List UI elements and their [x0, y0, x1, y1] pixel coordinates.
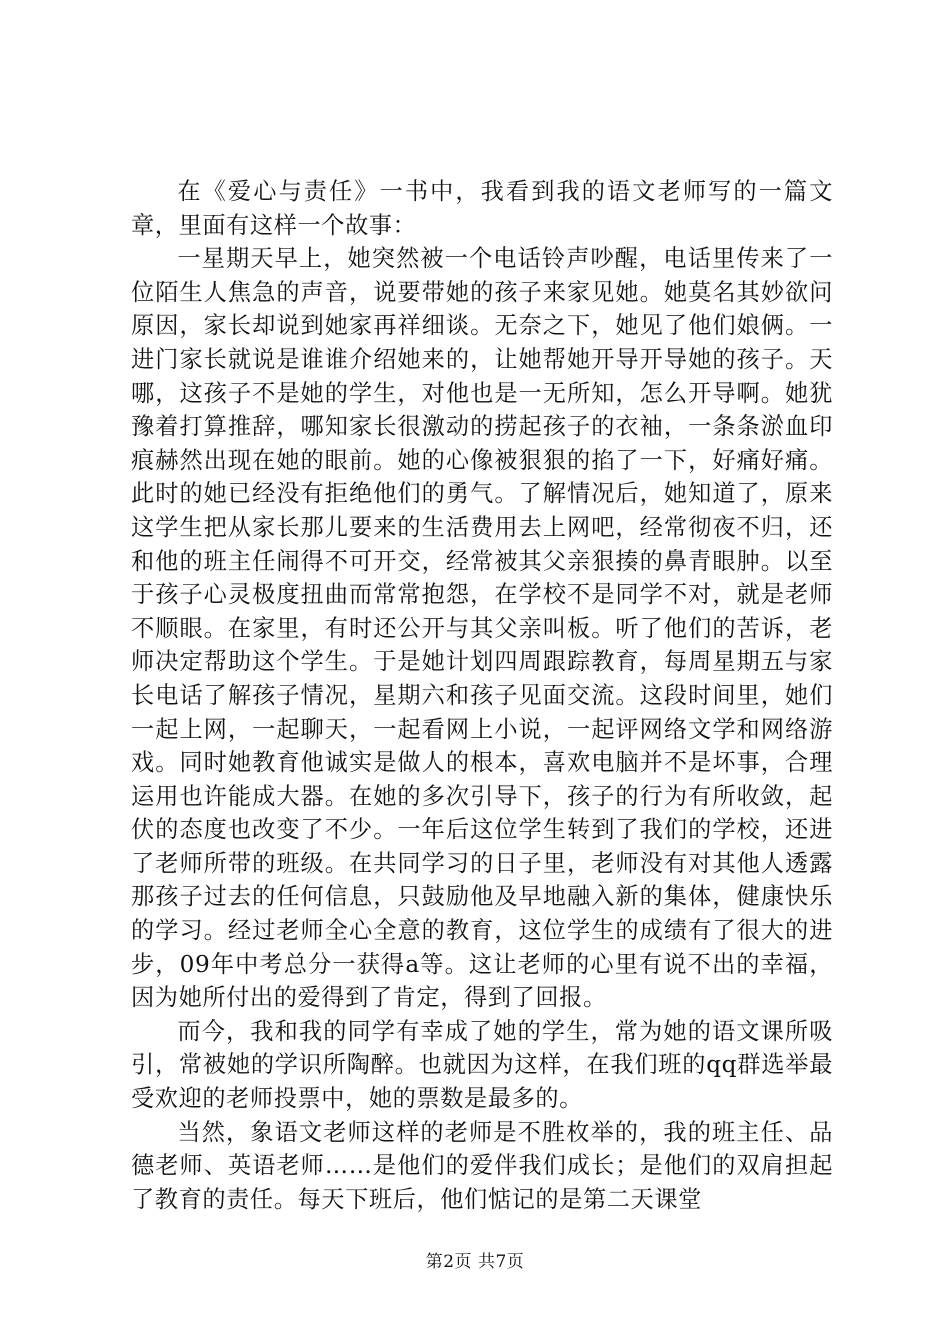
- document-body: [131, 175, 833, 1216]
- paragraph-3: 而今，我和我的同学有幸成了她的学生，常为她的语文课所吸引，常被她的学识所陶醉。也就因为这样，在我们班的qq群选举最受欢迎的老师投票中，她的票数是最多的。: [131, 1017, 833, 1113]
- paragraph-2: 一星期天早上，她突然被一个电话铃声吵醒，电话里传来了一位陌生人焦急的声音，说要带她的孩子来家见她。她莫名其妙欲问原因，家长却说到她家再祥细谈。无奈之下，她见了他们娘俩。一进门家长就说是谁谁介绍她来的，让她帮她开导开导她的孩子。天哪，这孩子不是她的学生，对他也是一无所知，怎么开导啊。她犹豫着打算推辞，哪知家长很激动的捞起孩子的衣袖，一条条淤血印痕赫然出现在她的眼前。她的心像被狠狠的掐了一下，好痛好痛。此时的她已经没有拒绝他们的勇气。了解情况后，她知道了，原来这学生把从家长那儿要来的生活费用去上网吧，经常彻夜不归，还和他的班主任闹得不可开交，经常被其父亲狠揍的鼻青眼肿。以至于孩子心灵极度扭曲而常常抱怨，在学校不是同学不对，就是老师不顺眼。在家里，有时还公开与其父亲叫板。听了他们的苦诉，老师决定帮助这个学生。于是她计划四周跟踪教育，每周星期五与家长电话了解孩子情况，星期六和孩子见面交流。这段时间里，她们一起上网，一起聊天，一起看网上小说，一起评网络文学和网络游戏。同时她教育他诚实是做人的根本，喜欢电脑并不是坏事，合理运用也许能成大器。在她的多次引导下，孩子的行为有所收敛，起伏的态度也改变了不少。一年后这位学生转到了我们的学校，还进了老师所带的班级。在共同学习的日子里，老师没有对其他人透露那孩子过去的任何信息，只鼓励他及早地融入新的集体，健康快乐的学习。经过老师全心全意的教育，这位学生的成绩有了很大的进步，09年中考总分一获得a等。这让老师的心里有说不出的幸福，因为她所付出的爱得到了肯定，得到了回报。: [131, 245, 833, 1012]
- page-number-label: 第2页 共7页: [425, 1252, 525, 1272]
- paragraph-4: 当然，象语文老师这样的老师是不胜枚举的，我的班主任、品德老师、英语老师……是他们的爱伴我们成长；是他们的双肩担起了教育的责任。每天下班后，他们惦记的是第二天课堂: [131, 1118, 833, 1213]
- paragraph-1: 在《爱心与责任》一书中，我看到我的语文老师写的一篇文章，里面有这样一个故事：: [131, 178, 833, 239]
- page-number-footer: [0, 1247, 950, 1272]
